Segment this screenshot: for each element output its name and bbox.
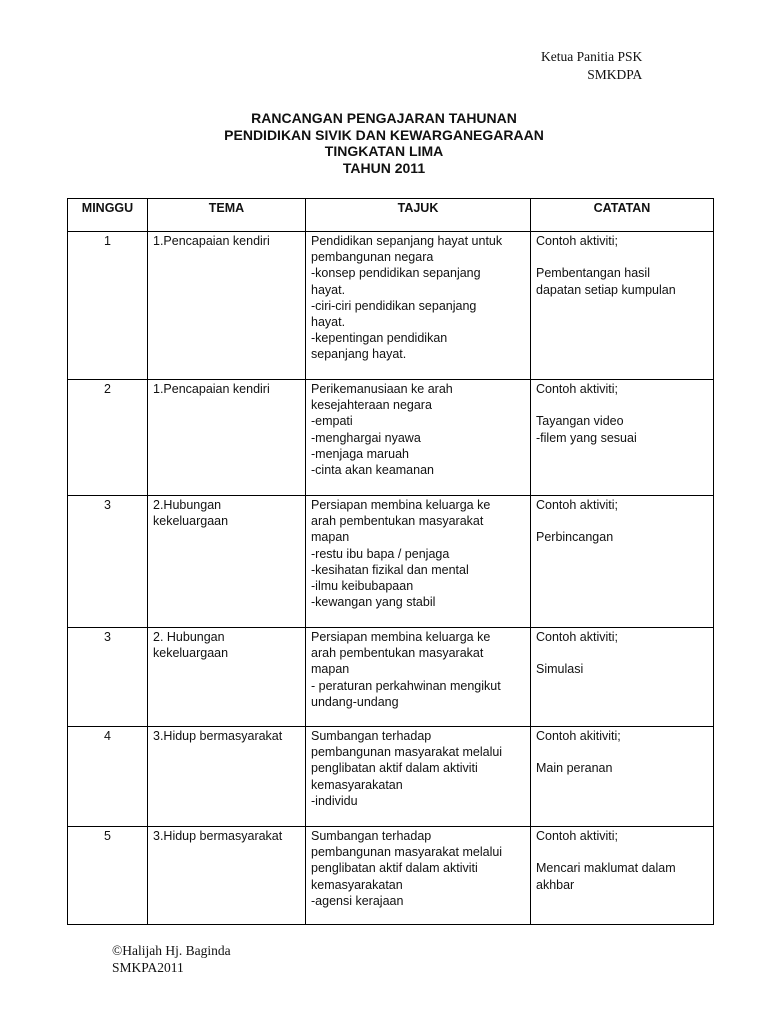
tajuk-line: arah pembentukan masyarakat — [311, 646, 484, 661]
tajuk-line: -kepentingan pendidikan — [311, 331, 448, 346]
tema-line: 2.Hubungan — [153, 498, 222, 512]
cell-tajuk — [306, 827, 531, 925]
tajuk-line: -cinta akan keamanan — [311, 463, 434, 478]
tajuk-line: pembangunan masyarakat melalui — [311, 845, 503, 860]
tajuk-line: sepanjang hayat. — [311, 347, 407, 362]
table-row — [68, 496, 714, 628]
catatan-line — [536, 844, 708, 860]
catatan-line: Contoh aktiviti; — [536, 630, 618, 644]
tajuk-line: -kesihatan fizikal dan mental — [311, 562, 469, 577]
catatan-line: Main peranan — [536, 761, 613, 776]
tajuk-line: -ciri-ciri pendidikan sepanjang — [311, 298, 477, 313]
tajuk-line: Persiapan membina keluarga ke — [311, 498, 491, 512]
catatan-line: akhbar — [536, 877, 575, 892]
table-row — [68, 232, 714, 380]
tajuk-line: pembangunan masyarakat melalui — [311, 745, 503, 760]
tajuk-line: Perikemanusiaan ke arah — [311, 382, 453, 396]
document-title-block — [0, 110, 768, 176]
tema-line: 3.Hidup bermasyarakat — [153, 829, 283, 843]
header-line-2: SMKDPA — [587, 67, 643, 82]
tajuk-line: Sumbangan terhadap — [311, 829, 432, 843]
tajuk-line: -agensi kerajaan — [311, 893, 404, 908]
catatan-line: -filem yang sesuai — [536, 430, 637, 445]
cell-catatan — [531, 232, 714, 380]
cell-minggu: 3 — [68, 496, 148, 628]
tajuk-line: Sumbangan terhadap — [311, 729, 432, 743]
catatan-line: Tayangan video — [536, 414, 624, 429]
tajuk-line: -ilmu keibubapaan — [311, 579, 414, 594]
catatan-line: Contoh akitiviti; — [536, 729, 621, 743]
catatan-line: Contoh aktiviti; — [536, 234, 618, 248]
tajuk-line: kesejahteraan negara — [311, 398, 432, 413]
catatan-line — [536, 744, 708, 760]
header-tajuk: TAJUK — [306, 199, 531, 232]
cell-tema — [148, 496, 306, 628]
cell-tajuk — [306, 628, 531, 727]
header-minggu: MINGGU — [68, 199, 148, 232]
tema-line: kekeluargaan — [153, 514, 229, 529]
tajuk-line: -empati — [311, 414, 353, 429]
tema-line: 3.Hidup bermasyarakat — [153, 729, 283, 743]
catatan-line — [536, 397, 708, 413]
cell-tema — [148, 628, 306, 727]
tajuk-line: hayat. — [311, 315, 346, 330]
footer-credit — [112, 942, 231, 976]
cell-minggu: 2 — [68, 380, 148, 496]
cell-tajuk — [306, 232, 531, 380]
catatan-line: Simulasi — [536, 662, 584, 677]
table-body — [68, 232, 714, 925]
catatan-line: Contoh aktiviti; — [536, 382, 618, 396]
catatan-line: Pembentangan hasil — [536, 266, 650, 281]
tajuk-line: -kewangan yang stabil — [311, 595, 436, 610]
tajuk-line: Persiapan membina keluarga ke — [311, 630, 491, 644]
catatan-line — [536, 645, 708, 661]
table-row — [68, 380, 714, 496]
tajuk-line: kemasyarakatan — [311, 777, 403, 792]
tajuk-line: penglibatan aktif dalam aktiviti — [311, 761, 478, 776]
header-signature — [541, 48, 642, 84]
header-tema: TEMA — [148, 199, 306, 232]
table-row — [68, 727, 714, 827]
cell-minggu: 1 — [68, 232, 148, 380]
cell-minggu: 4 — [68, 727, 148, 827]
cell-catatan — [531, 628, 714, 727]
catatan-line: Contoh aktiviti; — [536, 498, 618, 512]
title-line-3: TINGKATAN LIMA — [324, 143, 444, 159]
catatan-line: dapatan setiap kumpulan — [536, 282, 676, 297]
title-line-1: RANCANGAN PENGAJARAN TAHUNAN — [251, 110, 517, 126]
tema-line: 2. Hubungan — [153, 630, 225, 644]
catatan-line: Perbincangan — [536, 530, 614, 545]
catatan-line: Mencari maklumat dalam — [536, 861, 676, 876]
tajuk-line: penglibatan aktif dalam aktiviti — [311, 861, 478, 876]
footer-line-2: SMKPA2011 — [112, 960, 184, 975]
header-catatan: CATATAN — [531, 199, 714, 232]
cell-tema — [148, 380, 306, 496]
cell-minggu: 5 — [68, 827, 148, 925]
footer-line-1: ©Halijah Hj. Baginda — [112, 943, 231, 958]
cell-tajuk — [306, 380, 531, 496]
tema-line: 1.Pencapaian kendiri — [153, 234, 270, 248]
cell-catatan — [531, 380, 714, 496]
header-line-1: Ketua Panitia PSK — [541, 49, 643, 64]
cell-tajuk — [306, 496, 531, 628]
table-row — [68, 827, 714, 925]
lesson-plan-table — [67, 198, 714, 925]
tajuk-line: pembangunan negara — [311, 250, 434, 265]
tajuk-line: mapan — [311, 530, 350, 545]
catatan-line: Contoh aktiviti; — [536, 829, 618, 843]
cell-catatan — [531, 727, 714, 827]
title-line-2: PENDIDIKAN SIVIK DAN KEWARGANEGARAAN — [224, 126, 544, 143]
tema-line: 1.Pencapaian kendiri — [153, 382, 270, 396]
cell-catatan — [531, 827, 714, 925]
table-row — [68, 628, 714, 727]
cell-tema — [148, 727, 306, 827]
cell-minggu: 3 — [68, 628, 148, 727]
tajuk-line: kemasyarakatan — [311, 877, 403, 892]
catatan-line — [536, 249, 708, 265]
tajuk-line: mapan — [311, 662, 350, 677]
tajuk-line: arah pembentukan masyarakat — [311, 514, 484, 529]
cell-tema — [148, 827, 306, 925]
tajuk-line: -konsep pendidikan sepanjang — [311, 266, 481, 281]
tajuk-line: hayat. — [311, 282, 346, 297]
title-line-4: TAHUN 2011 — [342, 159, 426, 176]
tajuk-line: -individu — [311, 793, 358, 808]
cell-catatan — [531, 496, 714, 628]
catatan-line — [536, 513, 708, 529]
tajuk-line: undang-undang — [311, 694, 399, 709]
tajuk-line: Pendidikan sepanjang hayat untuk — [311, 234, 503, 248]
table-header-row — [68, 199, 714, 232]
tajuk-line: - peraturan perkahwinan mengikut — [311, 678, 501, 693]
tema-line: kekeluargaan — [153, 646, 229, 661]
cell-tema — [148, 232, 306, 380]
tajuk-line: -menjaga maruah — [311, 446, 409, 461]
cell-tajuk — [306, 727, 531, 827]
tajuk-line: -menghargai nyawa — [311, 430, 421, 445]
tajuk-line: -restu ibu bapa / penjaga — [311, 546, 450, 561]
